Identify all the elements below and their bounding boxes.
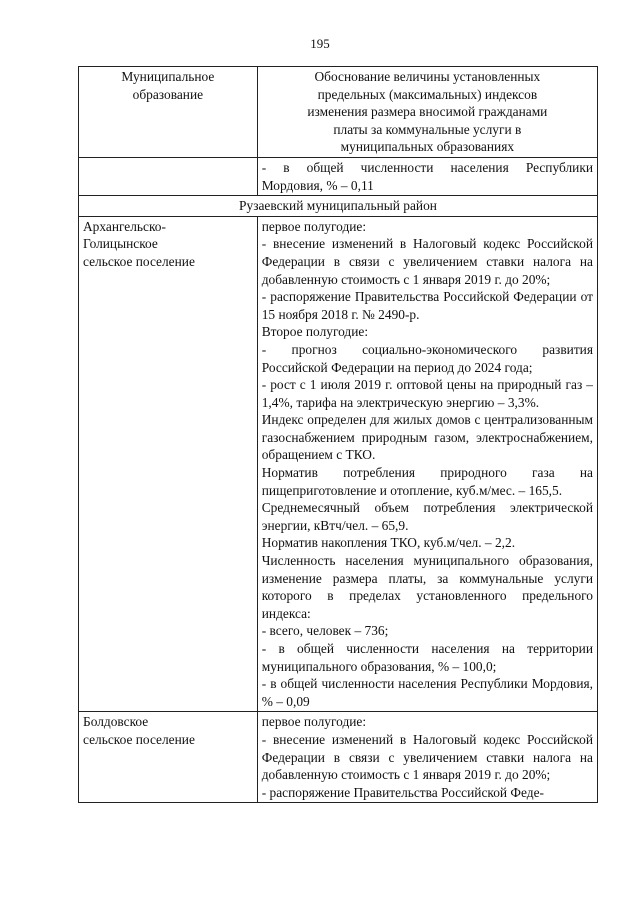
header-justification	[257, 67, 597, 158]
carryover-empty-cell	[79, 157, 258, 195]
carryover-line: Мордовия, % – 0,11	[261, 177, 374, 193]
table-header-row	[79, 67, 598, 158]
justification-paragraph: - распоряжение Правительства Российской Феде-	[261, 784, 544, 800]
header-municipality-line: образование	[132, 86, 204, 102]
justification-paragraph: - распоряжение Правительства Российской Федерации от 15 ноября 2018 г. № 2490-р.	[261, 289, 593, 322]
justification-paragraph: первое полугодие:	[261, 714, 367, 730]
justification-paragraph: - в общей численности населения Республики Мордовия, % – 0,09	[261, 676, 593, 709]
justification-cell	[257, 216, 597, 712]
justification-paragraph: - всего, человек – 736;	[261, 623, 389, 639]
header-justification-line: предельных (максимальных) индексов	[317, 86, 538, 102]
table-row	[79, 216, 598, 712]
justification-paragraph: Норматив потребления природного газа на пищеприготовление и отопление, куб.м/мес. – 165,5.	[261, 465, 593, 498]
header-justification-line: Обоснование величины установленных	[314, 69, 541, 84]
justification-paragraph: Второе полугодие:	[261, 324, 369, 340]
municipality-name-line: Голицынское	[83, 236, 158, 252]
table-row	[79, 712, 598, 803]
section-row	[79, 196, 598, 217]
page-number: 195	[310, 36, 330, 51]
section-title: Рузаевский муниципальный район	[79, 196, 598, 217]
justification-paragraph: Индекс определен для жилых домов с централизованным газоснабжением природным газом, электроснабжением, обращением с ТКО.	[261, 412, 593, 463]
municipality-name-line: сельское поселение	[83, 253, 195, 269]
justification-paragraph: - прогноз социально-экономического развития Российской Федерации на период до 2024 года;	[261, 341, 593, 375]
carryover-line: - в общей численности населения Республики	[261, 159, 593, 175]
justification-cell	[257, 712, 597, 803]
justification-paragraph: - внесение изменений в Налоговый кодекс Российской Федерации в связи с увеличением ставки налога на добавленную стоимость с 1 января 2019 г. до 20%;	[261, 731, 593, 783]
header-justification-line: платы за коммунальные услуги в	[333, 121, 522, 137]
municipality-name-line: Архангельско-	[83, 218, 166, 234]
justification-paragraph: Численность населения муниципального образования, изменение размера платы, за коммунальные услуги которого в пределах установленного предельного индекса:	[261, 553, 593, 621]
municipality-name-line: Болдовское	[83, 714, 149, 730]
tariff-justification-table	[78, 66, 598, 803]
justification-paragraph: Среднемесячный объем потребления электрической энергии, кВтч/чел. – 65,9.	[261, 500, 593, 533]
carryover-row	[79, 157, 598, 195]
municipality-name-cell	[79, 216, 258, 712]
justification-paragraph: - внесение изменений в Налоговый кодекс Российской Федерации в связи с увеличением ставки налога на добавленную стоимость с 1 января 2019 г. до 20%;	[261, 236, 593, 287]
header-justification-line: изменения размера вносимой гражданами	[307, 104, 548, 120]
justification-paragraph: - рост с 1 июля 2019 г. оптовой цены на природный газ – 1,4%, тарифа на электрическую энергию – 3,3%.	[261, 377, 593, 410]
carryover-cell	[257, 157, 597, 195]
municipality-name-cell	[79, 712, 258, 803]
justification-paragraph: Норматив накопления ТКО, куб.м/чел. – 2,2.	[261, 535, 516, 551]
header-justification-line: муниципальных образованиях	[340, 139, 515, 155]
justification-paragraph: - в общей численности населения на территории муниципального образования, % – 100,0;	[261, 641, 593, 674]
header-municipality-line: Муниципальное	[121, 69, 215, 84]
municipality-name-line: сельское поселение	[83, 731, 195, 747]
justification-paragraph: первое полугодие:	[261, 218, 367, 234]
header-municipality	[79, 67, 258, 158]
